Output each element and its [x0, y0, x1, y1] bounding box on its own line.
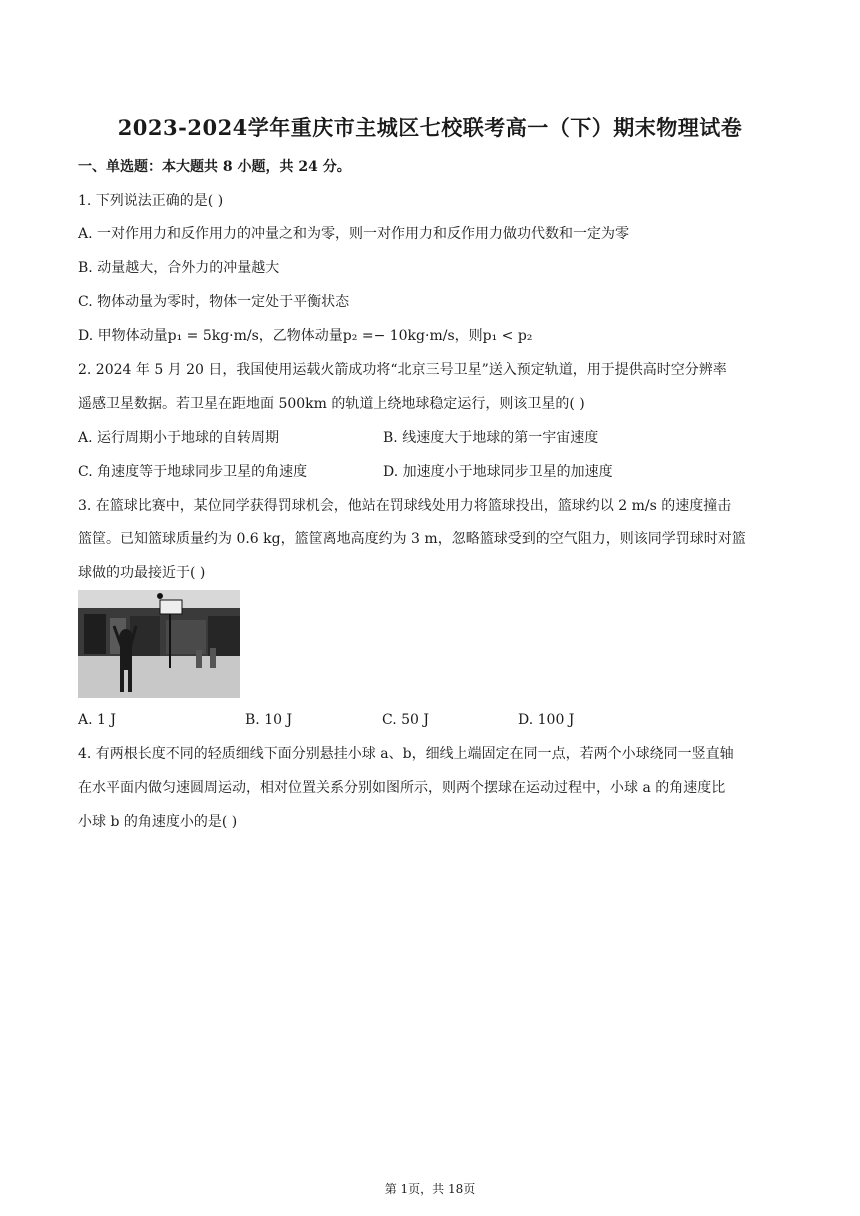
q3-option-b: B. 10 J — [245, 712, 293, 728]
q1-option-b: B. 动量越大，合外力的冲量越大 — [78, 260, 280, 276]
q3-option-c: C. 50 J — [382, 712, 429, 728]
q3-stem-line1: 3. 在篮球比赛中，某位同学获得罚球机会，他站在罚球线处用力将篮球投出，篮球约以 2 m/s 的速度撞击 — [78, 498, 732, 514]
section-heading: 一、单选题：本大题共 8 小题，共 24 分。 — [78, 159, 351, 175]
q2-option-d: D. 加速度小于地球同步卫星的加速度 — [383, 464, 613, 480]
q4-stem-line3: 小球 b 的角速度小的是( ) — [78, 814, 238, 830]
q3-stem-line2: 篮筐。已知篮球质量约为 0.6 kg，篮筐离地高度约为 3 m，忽略篮球受到的空气阻力，则该同学罚球时对篮 — [78, 531, 746, 547]
page-footer: 第 1页，共 18页 — [384, 1182, 476, 1196]
q1-stem: 1. 下列说法正确的是( ) — [78, 193, 224, 209]
q4-stem-line1: 4. 有两根长度不同的轻质细线下面分别悬挂小球 a、b，细线上端固定在同一点，若两个小球绕同一竖直轴 — [78, 746, 734, 762]
q3-option-a: A. 1 J — [78, 712, 116, 728]
q4-stem-line2: 在水平面内做匀速圆周运动，相对位置关系分别如图所示，则两个摆球在运动过程中，小球 a 的角速度比 — [78, 780, 726, 796]
page-title: 2023-2024学年重庆市主城区七校联考高一（下）期末物理试卷 — [117, 115, 743, 140]
q3-option-d: D. 100 J — [518, 712, 575, 728]
q2-stem-line1: 2. 2024 年 5 月 20 日，我国使用运载火箭成功将“北京三号卫星”送入预定轨道，用于提供高时空分辨率 — [78, 362, 727, 378]
q1-option-a: A. 一对作用力和反作用力的冲量之和为零，则一对作用力和反作用力做功代数和一定为零 — [78, 226, 630, 242]
q1-option-d: D. 甲物体动量p₁ = 5kg·m/s，乙物体动量p₂ =− 10kg·m/s，则p₁ < p₂ — [78, 328, 533, 344]
q3-stem-line3: 球做的功最接近于( ) — [78, 565, 206, 581]
q2-option-b: B. 线速度大于地球的第一宇宙速度 — [383, 430, 599, 446]
q2-stem-line2: 遥感卫星数据。若卫星在距地面 500km 的轨道上绕地球稳定运行，则该卫星的( ) — [78, 396, 585, 412]
q2-option-c: C. 角速度等于地球同步卫星的角速度 — [78, 464, 308, 480]
basketball-photo — [78, 590, 240, 698]
q2-option-a: A. 运行周期小于地球的自转周期 — [78, 430, 280, 446]
q1-option-c: C. 物体动量为零时，物体一定处于平衡状态 — [78, 294, 350, 310]
